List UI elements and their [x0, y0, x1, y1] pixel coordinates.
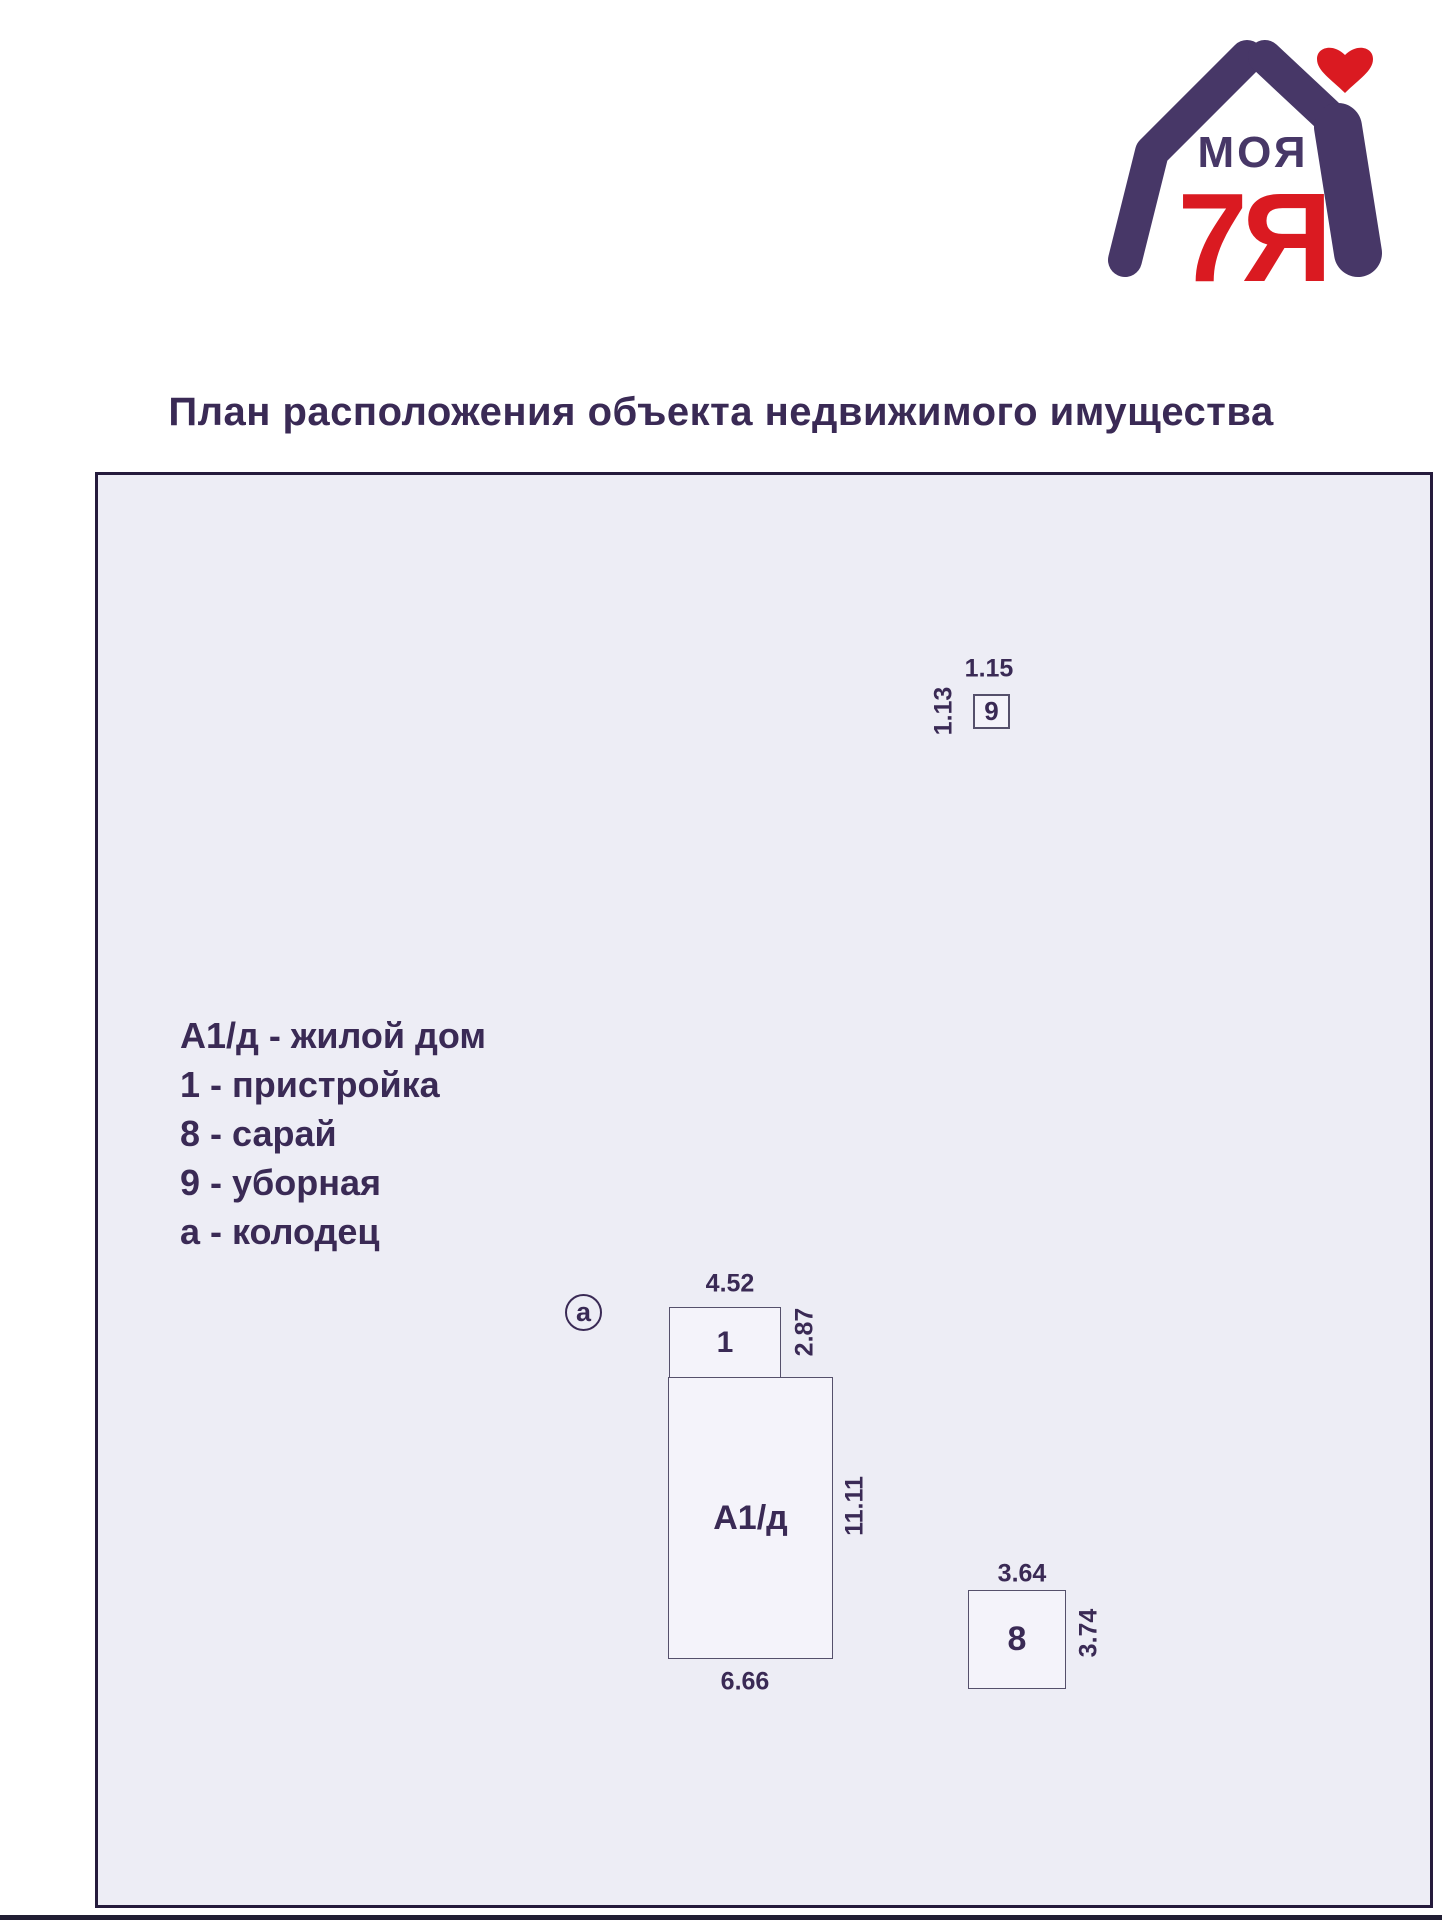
- annex-building: 1: [669, 1307, 781, 1379]
- logo-text-top: МОЯ: [1197, 128, 1309, 177]
- legend-item-well: а - колодец: [180, 1211, 380, 1252]
- annex-dim-right: 2.87: [790, 1307, 819, 1357]
- outhouse-building: 9: [973, 694, 1010, 729]
- outhouse-dim-top: 1.15: [964, 654, 1014, 683]
- logo-text-bottom: 7Я: [1177, 167, 1327, 290]
- house-heart-logo-icon: [1095, 35, 1405, 290]
- shed-dim-top: 3.64: [997, 1559, 1047, 1588]
- legend-item-annex: 1 - пристройка: [180, 1064, 440, 1105]
- house-dim-bottom: 6.66: [720, 1667, 770, 1696]
- shed-dim-right: 3.74: [1074, 1608, 1103, 1658]
- company-logo: [1095, 35, 1405, 290]
- heart-icon: [1317, 48, 1373, 93]
- annex-dim-top: 4.52: [705, 1269, 755, 1298]
- shed-building: 8: [968, 1590, 1066, 1689]
- site-plan-area: [95, 472, 1433, 1908]
- outhouse-dim-left: 1.13: [929, 686, 958, 736]
- house-building: А1/д: [668, 1377, 833, 1659]
- roof-right-arm-icon: [1265, 57, 1327, 115]
- house-dim-right: 11.11: [840, 1476, 869, 1536]
- roof-right-wall-icon: [1338, 127, 1358, 253]
- page-title: План расположения объекта недвижимого имущества: [168, 390, 1274, 434]
- legend-item-outhouse: 9 - уборная: [180, 1162, 382, 1203]
- plan-legend: [180, 1011, 486, 1256]
- page-bottom-divider: [0, 1915, 1442, 1920]
- legend-item-house: А1/д - жилой дом: [180, 1015, 487, 1056]
- well-marker: а: [565, 1294, 602, 1331]
- legend-item-shed: 8 - сарай: [180, 1113, 337, 1154]
